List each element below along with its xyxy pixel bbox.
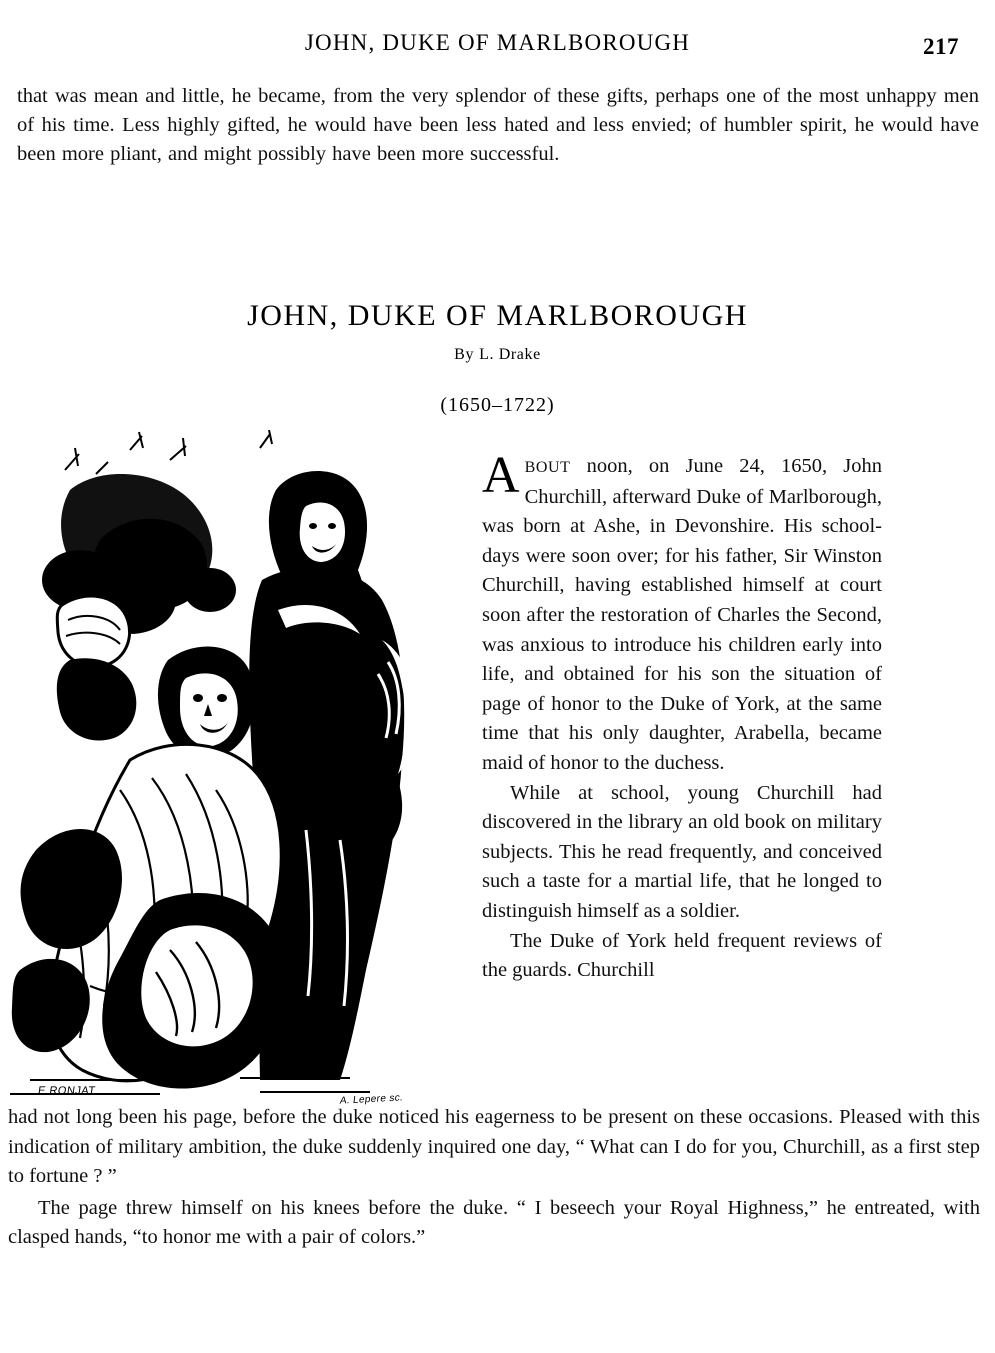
- page-number: 217: [923, 34, 959, 59]
- running-head-title: JOHN, DUKE OF MARLBOROUGH: [304, 29, 691, 56]
- byline-prefix: By: [454, 346, 475, 363]
- paragraph-reviews-start: The Duke of York held frequent reviews of the guards. Churchill: [482, 929, 882, 982]
- engraver-signature-right: A. Lepere sc.: [339, 1092, 404, 1107]
- illustration-engraving: [10, 430, 470, 1120]
- continued-paragraph: that was mean and little, he became, from the very splendor of these gifts, perhaps one of the most unhappy men of his time. Less highly gifted, he would have been less hated and less envied; of humbler spirit, he would have been more pliant, and might possibly have been more successful.: [17, 85, 979, 165]
- paragraph-school: While at school, young Churchill had discovered in the library an old book on military subjects. This he read frequently, and conceived such a taste for a martial life, that he longed to distinguish himself as a soldier.: [482, 781, 882, 922]
- drop-cap: A: [482, 447, 520, 504]
- article-bottom-block: [8, 1103, 980, 1253]
- running-head: [0, 30, 995, 56]
- engraving-artwork: [10, 430, 470, 1120]
- article-heading: [0, 298, 995, 417]
- byline-author: L. Drake: [479, 346, 541, 363]
- article-column-right: [482, 447, 882, 986]
- life-dates: (1650–1722): [440, 394, 555, 416]
- byline: [0, 346, 995, 364]
- artist-signature-left: E RONJAT: [37, 1085, 97, 1097]
- opening-small-caps: BOUT: [524, 459, 571, 476]
- paragraph-opening: [482, 447, 882, 779]
- paragraph-page-knees: The page threw himself on his knees before the duke. “ I beseech your Royal Highness,” he entreated, with clasped hands, “to honor me with a pair of colors.”: [8, 1196, 980, 1249]
- paragraph-opening-text: noon, on June 24, 1650, John Churchill, afterward Duke of Marlborough, was born at Ashe, in Devonshire. His school-days were soon over; for his father, Sir Winston Churchill, having established himself at court soon after the restoration of Charles the Second, was anxious to introduce his children early into life, and obtained for his son the situation of page of honor to the Duke of York, at the same time that his only daughter, Arabella, became maid of honor to the duchess.: [482, 455, 882, 774]
- article-title: JOHN, DUKE OF MARLBOROUGH: [247, 299, 748, 332]
- paragraph-reviews-continued: had not long been his page, before the duke noticed his eagerness to be present on these occasions. Pleased with this indication of military ambition, the duke suddenly inquired one day, “ What can I do for you, Churchill, as a first step to fortune ? ”: [8, 1106, 980, 1188]
